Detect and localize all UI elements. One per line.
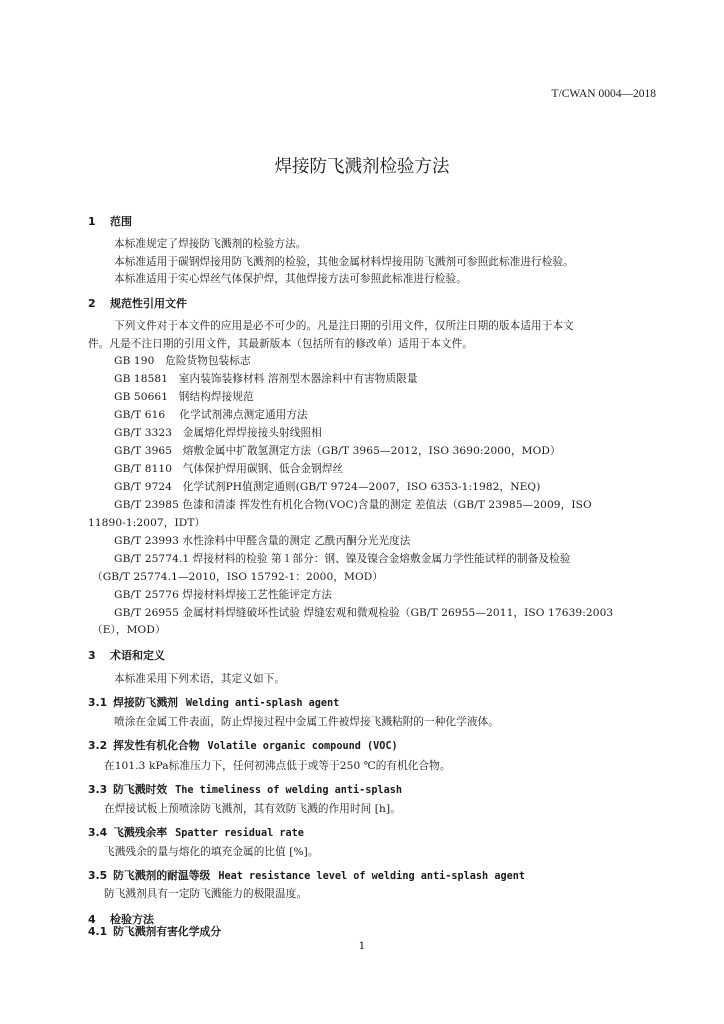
term-heading [88,738,398,753]
term-heading [88,782,402,797]
term-number: 3.3 [88,783,108,796]
reference-item-continued: （GB/T 25774.1—2010，ISO 15792-1：2000，MOD） [92,571,384,583]
term-number: 3.5 [88,869,108,882]
term-definition: 飞溅残余的量与熔化的填充金属的比值 [%]。 [104,846,319,858]
section-number: 1 [88,215,96,228]
reference-item: GB 18581 室内装饰装修材料 溶剂型木器涂料中有害物质限量 [114,373,418,385]
term-cn: 防飞溅剂的耐温等级 [113,869,211,882]
paragraph: 件。凡是不注日期的引用文件，其最新版本（包括所有的修改单）适用于本文件。 [88,338,473,350]
reference-item: GB/T 25776 焊接材料焊接工艺性能评定方法 [114,589,333,601]
section-title: 范围 [110,215,132,228]
reference-item: GB/T 3323 金属熔化焊焊接接头射线照相 [114,427,322,439]
reference-item: GB 190 危险货物包装标志 [114,355,251,367]
term-number: 3.4 [88,826,108,839]
term-cn: 防飞溅时效 [113,783,168,796]
reference-item: GB/T 26955 金属材料焊缝破坏性试验 焊缝宏观和微观检验（GB/T 26955—2011，ISO 17639:2003 [114,607,614,619]
term-en: Spatter residual rate [175,828,304,839]
section-1-heading [88,213,132,229]
section-3-heading [88,647,165,663]
section-number: 3 [88,649,96,662]
reference-item: GB/T 9724 化学试剂PH值测定通则(GB/T 9724—2007，ISO 6353-1:1982，NEQ) [114,481,541,493]
section-title: 术语和定义 [110,649,165,662]
reference-item: GB/T 23993 水性涂料中甲醛含量的测定 乙酰丙酮分光光度法 [114,535,411,547]
term-en: Volatile organic compound (VOC) [207,741,398,752]
document-title: 焊接防飞溅剂检验方法 [274,157,450,177]
reference-item: GB/T 3965 熔敷金属中扩散氢测定方法（GB/T 3965—2012，ISO 3690:2000，MOD） [114,445,561,457]
paragraph: 本标准规定了焊接防飞溅剂的检验方法。 [114,238,307,250]
reference-item: GB/T 616 化学试剂沸点测定通用方法 [114,409,308,421]
section-number: 4 [88,913,96,926]
term-definition: 在101.3 kPa标准压力下，任何初沸点低于或等于250 ℃的有机化合物。 [104,760,451,772]
term-heading [88,868,525,883]
reference-item: GB 50661 钢结构焊接规范 [114,391,254,403]
term-heading [88,695,339,710]
term-definition: 喷涂在金属工件表面，防止焊接过程中金属工件被焊接飞溅粘附的一种化学液体。 [114,716,499,728]
term-definition: 在焊接试板上预喷涂防飞溅剂，其有效防飞溅的作用时间 [h]。 [104,803,401,815]
subsection-number: 4.1 [88,925,108,938]
paragraph: 本标准适用于碳钢焊接用防飞溅剂的检验，其他金属材料焊接用防飞溅剂可参照此标准进行检验。 [114,256,574,268]
reference-item-continued: 11890-1:2007，IDT） [88,517,206,529]
section-number: 2 [88,297,96,310]
term-heading [88,825,304,840]
reference-item: GB/T 23985 色漆和清漆 挥发性有机化合物(VOC)含量的测定 差值法（GB/T 23985—2009，ISO [114,499,592,511]
term-cn: 挥发性有机化合物 [113,739,200,752]
term-en: The timeliness of welding anti-splash [175,785,403,796]
term-definition: 防飞溅剂具有一定防飞溅能力的极限温度。 [104,888,308,900]
term-cn: 焊接防飞溅剂 [113,696,178,709]
subsection-title: 防飞溅剂有害化学成分 [113,925,222,938]
term-en: Welding anti-splash agent [185,698,340,709]
section-2-heading [88,295,187,311]
paragraph: 下列文件对于本文件的应用是必不可少的。凡是注日期的引用文件，仅所注日期的版本适用于本文 [114,320,574,332]
subsection-heading [88,924,221,939]
reference-item-continued: （E），MOD） [92,624,166,636]
term-en: Heat resistance level of welding anti-splash agent [218,871,525,882]
term-cn: 飞溅残余率 [113,826,168,839]
paragraph: 本标准适用于实心焊丝气体保护焊，其他焊接方法可参照此标准进行检验。 [114,273,467,285]
term-number: 3.1 [88,696,108,709]
reference-item: GB/T 8110 气体保护焊用碳钢、低合金钢焊丝 [114,463,344,475]
page-number: 1 [358,940,366,952]
section-title: 规范性引用文件 [110,297,187,310]
document-code: T/CWAN 0004—2018 [551,88,656,100]
section-title: 检验方法 [110,913,154,926]
reference-item: GB/T 25774.1 焊接材料的检验 第１部分：钢、镍及镍合金熔敷金属力学性能试样的制备及检验 [114,553,571,565]
paragraph: 本标准采用下列术语，其定义如下。 [114,673,286,685]
term-number: 3.2 [88,739,108,752]
